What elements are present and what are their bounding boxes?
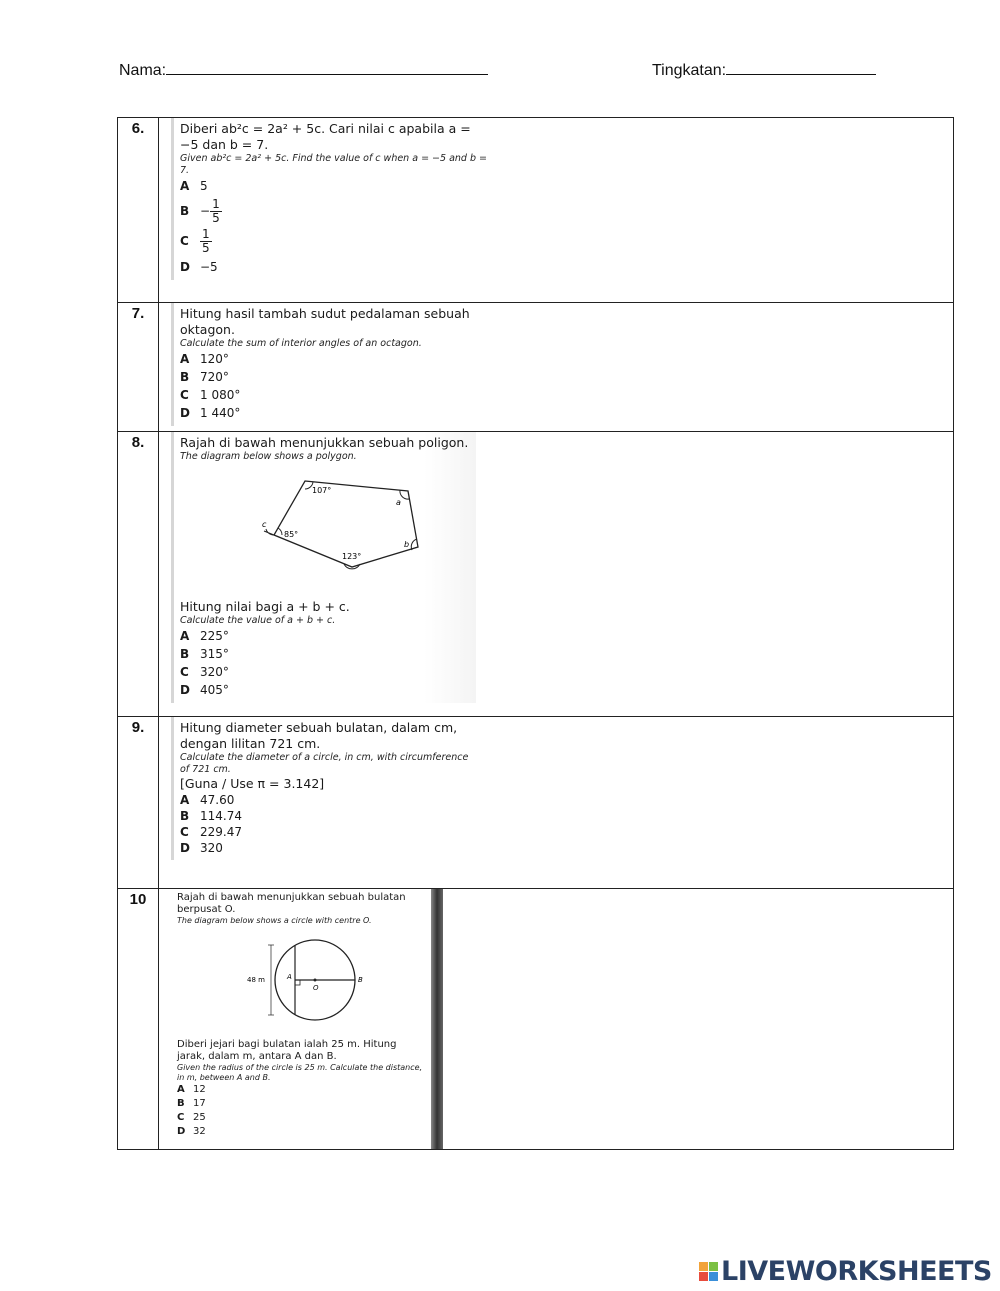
logo-square [709,1262,718,1271]
angle-label-c: c [262,520,267,529]
option-a[interactable]: A 12 [177,1084,206,1095]
logo-square [699,1272,708,1281]
question-text-ms-2: Hitung nilai bagi a + b + c. [180,599,350,614]
scan-edge-shadow [431,889,443,1149]
option-c[interactable]: C 229.47 [180,825,242,839]
question-body [159,303,954,432]
option-b[interactable]: B 17 [177,1098,206,1109]
question-body [159,889,954,1150]
angle-label-left: 85° [284,530,299,539]
liveworksheets-logo[interactable] [699,1256,992,1287]
question-text-en: Given ab²c = 2a² + 5c. Find the value of c when a = −5 and b = 7. [180,153,487,176]
question-row-6 [118,118,954,303]
option-c[interactable]: C 320° [180,665,229,679]
point-a-label: A [287,973,292,981]
logo-mark-icon [699,1262,718,1281]
question-text-ms: Rajah di bawah menunjukkan sebuah bulatan berpusat O. [177,892,406,915]
angle-label-a: a [396,498,401,507]
name-label: Nama: [119,62,167,79]
option-c[interactable]: C 1 080° [180,388,241,402]
option-a[interactable]: A 120° [180,352,229,366]
question-number: 9. [118,717,159,889]
question-row-9 [118,717,954,889]
option-a[interactable]: A 47.60 [180,793,235,807]
chord-length-label: 48 m [247,976,265,984]
option-d[interactable]: D 320 [180,841,223,855]
option-c[interactable]: C 25 [177,1112,206,1123]
question-body [159,717,954,889]
question-text-ms: Hitung diameter sebuah bulatan, dalam cm, dengan lilitan 721 cm. [180,720,458,751]
polygon-diagram [260,469,440,577]
question-scan-9 [171,717,476,860]
question-text-en: Calculate the diameter of a circle, in cm, with circumference of 721 cm. [180,752,469,775]
question-scan-10 [171,889,449,1149]
question-text-ms: Hitung hasil tambah sudut pedalaman sebuah oktagon. [180,306,470,337]
angle-label-b: b [404,540,410,549]
option-d[interactable]: D 32 [177,1126,206,1137]
question-scan-8 [171,432,476,703]
question-number: 10 [118,889,159,1150]
angle-label-top: 107° [312,486,332,495]
fraction: $\frac{1}{5}$ [202,227,210,255]
option-b[interactable]: B − $\frac{1}{5}$ [180,197,220,225]
option-c[interactable]: C $\frac{1}{5}$ [180,227,210,255]
question-text-ms: Rajah di bawah menunjukkan sebuah poligon. [180,435,469,450]
option-d[interactable]: D 405° [180,683,229,697]
question-note: [Guna / Use π = 3.142] [180,776,325,791]
question-number: 7. [118,303,159,432]
option-b[interactable]: B 720° [180,370,229,384]
angle-label-bottom: 123° [342,552,362,561]
name-blank-line[interactable] [166,60,488,75]
option-b[interactable]: B 114.74 [180,809,242,823]
option-d[interactable]: D −5 [180,260,218,274]
option-a[interactable]: A 5 [180,179,208,193]
question-body [159,432,954,717]
question-body [159,118,954,303]
option-a[interactable]: A 225° [180,629,229,643]
question-text-en: The diagram below shows a circle with centre O. [177,916,372,925]
question-scan-6 [171,118,496,280]
angle-arc-c [264,529,274,535]
form-blank-line[interactable] [726,60,876,75]
question-text-en: Calculate the sum of interior angles of an octagon. [180,338,422,349]
question-text-ms-2: Diberi jejari bagi bulatan ialah 25 m. Hitung jarak, dalam m, antara A dan B. [177,1039,397,1062]
form-field [652,60,876,80]
question-row-8 [118,432,954,717]
logo-square [699,1262,708,1271]
point-b-label: B [358,976,363,984]
option-d[interactable]: D 1 440° [180,406,241,420]
question-number: 6. [118,118,159,303]
form-label: Tingkatan: [652,62,727,79]
question-text-en: The diagram below shows a polygon. [180,451,357,462]
circle-diagram [237,932,377,1027]
question-table [117,117,954,1150]
option-b[interactable]: B 315° [180,647,229,661]
question-scan-7 [171,303,486,426]
logo-text: LIVEWORKSHEETS [721,1256,992,1287]
question-text-en-2: Calculate the value of a + b + c. [180,615,336,626]
question-row-10 [118,889,954,1150]
angle-arc-left [278,528,282,535]
question-number: 8. [118,432,159,717]
question-row-7 [118,303,954,432]
centre-point [314,979,317,982]
logo-square [709,1272,718,1281]
fraction: $\frac{1}{5}$ [212,197,220,225]
right-angle-mark [295,980,300,985]
name-field [119,60,488,80]
question-text-ms: Diberi ab²c = 2a² + 5c. Cari nilai c apabila a = −5 dan b = 7. [180,121,471,152]
question-text-en-2: Given the radius of the circle is 25 m. Calculate the distance, in m, between A and B. [177,1063,423,1082]
point-o-label: O [313,984,319,992]
